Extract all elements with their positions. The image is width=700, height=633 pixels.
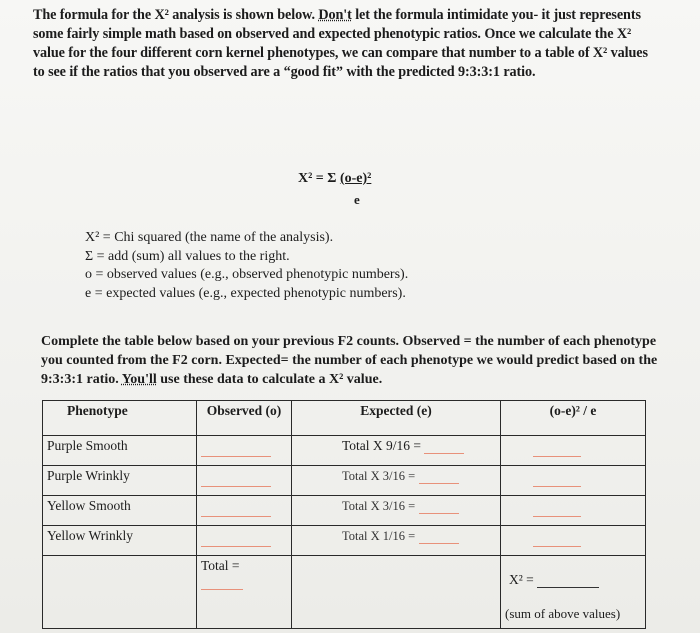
sum-note: (sum of above values) bbox=[505, 606, 621, 621]
phenotype-cell: Purple Wrinkly bbox=[43, 466, 197, 496]
header-oe-label: (o-e)² / e bbox=[549, 403, 597, 418]
header-expected bbox=[292, 401, 501, 436]
oe-cell[interactable] bbox=[501, 496, 646, 526]
blank-line bbox=[201, 589, 243, 590]
instructions-text-2: use these data to calculate a X² value. bbox=[156, 372, 383, 387]
header-observed-label: Observed (o) bbox=[206, 403, 282, 418]
header-expected-label: Expected (e) bbox=[360, 403, 432, 418]
oe-cell[interactable] bbox=[501, 526, 646, 556]
blank-line bbox=[201, 516, 271, 517]
observed-cell[interactable] bbox=[197, 466, 292, 496]
expected-cell[interactable] bbox=[292, 496, 501, 526]
header-phenotype bbox=[43, 401, 197, 436]
definition-item: o = observed values (e.g., observed phenotypic numbers). bbox=[85, 267, 409, 282]
table-row bbox=[43, 526, 646, 556]
expected-cell[interactable] bbox=[292, 526, 501, 556]
blank-line bbox=[533, 546, 581, 547]
observed-cell[interactable] bbox=[197, 496, 292, 526]
instructions-text-1: Complete the table below based on your previous F2 counts. Observed = the number of each phenotype you counted from the F2 corn. Expected= the number of each phenotype we would predict based on the 9:3:3:1 ratio. bbox=[41, 334, 658, 387]
expected-text: Total X 3/16 = bbox=[342, 499, 416, 513]
phenotype-cell: Purple Smooth bbox=[43, 436, 197, 466]
intro-dont: Don't bbox=[318, 7, 352, 23]
total-label: Total = bbox=[201, 558, 240, 573]
observed-cell[interactable] bbox=[197, 436, 292, 466]
expected-text: Total X 9/16 = bbox=[342, 438, 422, 453]
oe-cell[interactable] bbox=[501, 466, 646, 496]
table-row bbox=[43, 466, 646, 496]
phenotype-cell: Yellow Smooth bbox=[43, 496, 197, 526]
blank-line bbox=[201, 546, 271, 547]
blank-line bbox=[201, 486, 271, 487]
empty-cell bbox=[43, 556, 197, 629]
table-row bbox=[43, 496, 646, 526]
formula-denominator: e bbox=[354, 192, 360, 207]
blank-line bbox=[533, 486, 581, 487]
table-row bbox=[43, 436, 646, 466]
total-cell[interactable] bbox=[197, 556, 292, 629]
instructions-paragraph bbox=[41, 332, 661, 389]
expected-text: Total X 1/16 = bbox=[342, 529, 416, 543]
blank-line bbox=[419, 483, 459, 484]
expected-cell[interactable] bbox=[292, 466, 501, 496]
intro-paragraph bbox=[33, 6, 653, 82]
blank-line bbox=[533, 456, 581, 457]
table-header-row bbox=[43, 401, 646, 436]
observed-cell[interactable] bbox=[197, 526, 292, 556]
blank-line bbox=[424, 453, 464, 454]
definition-item: X² = Chi squared (the name of the analysis). bbox=[85, 230, 334, 245]
phenotype-cell: Yellow Wrinkly bbox=[43, 526, 197, 556]
definition-item: Σ = add (sum) all values to the right. bbox=[85, 248, 290, 264]
x2-label: X² = bbox=[509, 572, 534, 587]
expected-cell[interactable] bbox=[292, 436, 501, 466]
blank-line bbox=[419, 513, 459, 514]
table-total-row bbox=[43, 556, 646, 629]
definitions-list bbox=[85, 229, 408, 303]
formula-lhs: X² = Σ bbox=[298, 171, 340, 186]
blank-line bbox=[537, 587, 599, 588]
blank-line bbox=[533, 516, 581, 517]
header-oe bbox=[501, 401, 646, 436]
empty-cell bbox=[292, 556, 501, 629]
definition-item: e = expected values (e.g., expected phenotypic numbers). bbox=[85, 285, 406, 301]
expected-text: Total X 3/16 = bbox=[342, 469, 416, 483]
intro-text-2: let the formula intimidate you- it just represents some fairly simple math based on observed and expected phenotypic ratios. Once we calculate the X² value for the four different corn kernel phenotypes, we can compare that number to a table of X² values to see if the ratios that you observed are a “good fit” with the predicted 9:3:3:1 ratio. bbox=[33, 7, 648, 80]
chi-square-table bbox=[42, 400, 646, 629]
oe-cell[interactable] bbox=[501, 436, 646, 466]
header-observed bbox=[197, 401, 292, 436]
blank-line bbox=[201, 456, 271, 457]
instructions-youll: You'll bbox=[121, 372, 157, 387]
x2-cell[interactable] bbox=[501, 556, 646, 629]
blank-line bbox=[419, 543, 459, 544]
formula-numerator: (o-e)² bbox=[339, 171, 372, 186]
chi-square-formula bbox=[298, 171, 371, 187]
intro-text-1: The formula for the X² analysis is shown below. bbox=[33, 7, 319, 23]
header-phenotype-label: Phenotype bbox=[67, 403, 128, 418]
